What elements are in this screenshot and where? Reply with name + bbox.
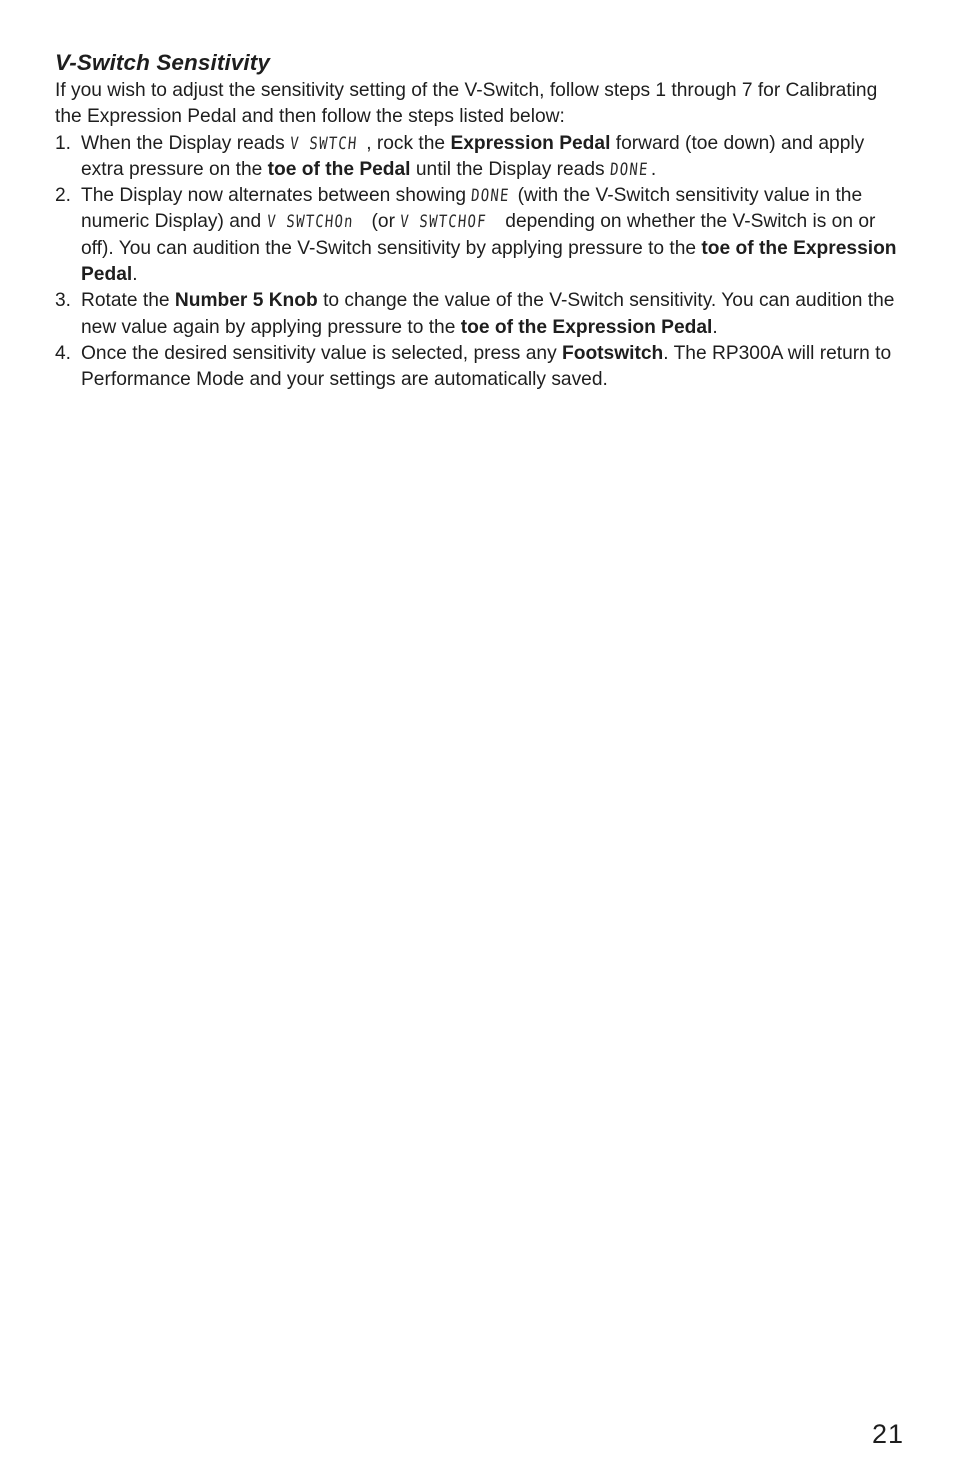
display-readout: V SWTCH — [289, 133, 359, 154]
steps-list — [55, 131, 905, 394]
step-text: forward (toe down) and apply extra pressure on the — [81, 132, 865, 180]
display-readout: V SWTCHOn — [265, 212, 355, 233]
step-1 — [55, 131, 905, 184]
step-text: Rotate the — [81, 290, 175, 312]
step-text: (with the V-Switch sensitivity value in the numeric Display) and — [81, 185, 863, 233]
section-heading: V-Switch Sensitivity — [55, 50, 270, 75]
display-readout: DONE — [609, 159, 650, 180]
step-text: . — [712, 316, 718, 338]
step-text: Once the desired sensitivity value is selected, press any — [81, 342, 562, 364]
page-number: 21 — [871, 1419, 904, 1449]
step-3 — [55, 288, 905, 341]
step-number: 4. — [55, 342, 72, 364]
step-text: to change the value of the V-Switch sensitivity. You can audition the new value again by applying pressure to the — [81, 290, 895, 338]
bold-term: Footswitch — [562, 342, 664, 364]
step-text: When the Display reads — [81, 132, 291, 154]
bold-term: Expression Pedal — [450, 132, 611, 154]
intro-paragraph: If you wish to adjust the sensitivity setting of the V-Switch, follow steps 1 through 7 for Calibrating the Expression Pedal and then follow the steps listed below: — [55, 80, 878, 128]
step-2 — [55, 183, 905, 288]
step-text: The Display now alternates between showing — [81, 185, 472, 207]
bold-term: toe of the Expression Pedal — [460, 316, 713, 338]
step-4 — [55, 341, 905, 394]
step-text: depending on whether the V-Switch is on or off). You can audition the V-Switch sensitivity by applying pressure to the — [81, 211, 876, 259]
step-text: until the Display reads — [410, 158, 610, 180]
step-number: 1. — [55, 132, 72, 154]
step-text: . — [132, 264, 138, 286]
display-readout: DONE — [470, 186, 511, 207]
page-content — [55, 48, 905, 394]
step-text: . — [650, 158, 657, 180]
step-text: , rock the — [366, 132, 451, 154]
bold-term: toe of the Pedal — [267, 158, 411, 180]
step-text: . The RP300A will return to Performance Mode and your settings are automatically saved. — [81, 342, 892, 391]
step-number: 3. — [55, 290, 72, 312]
bold-term: Number 5 Knob — [174, 290, 318, 312]
bold-term: toe of the Expression Pedal — [81, 237, 897, 286]
step-text: (or — [366, 211, 401, 233]
step-number: 2. — [55, 185, 72, 207]
display-readout: V SWTCHOF — [399, 212, 488, 233]
